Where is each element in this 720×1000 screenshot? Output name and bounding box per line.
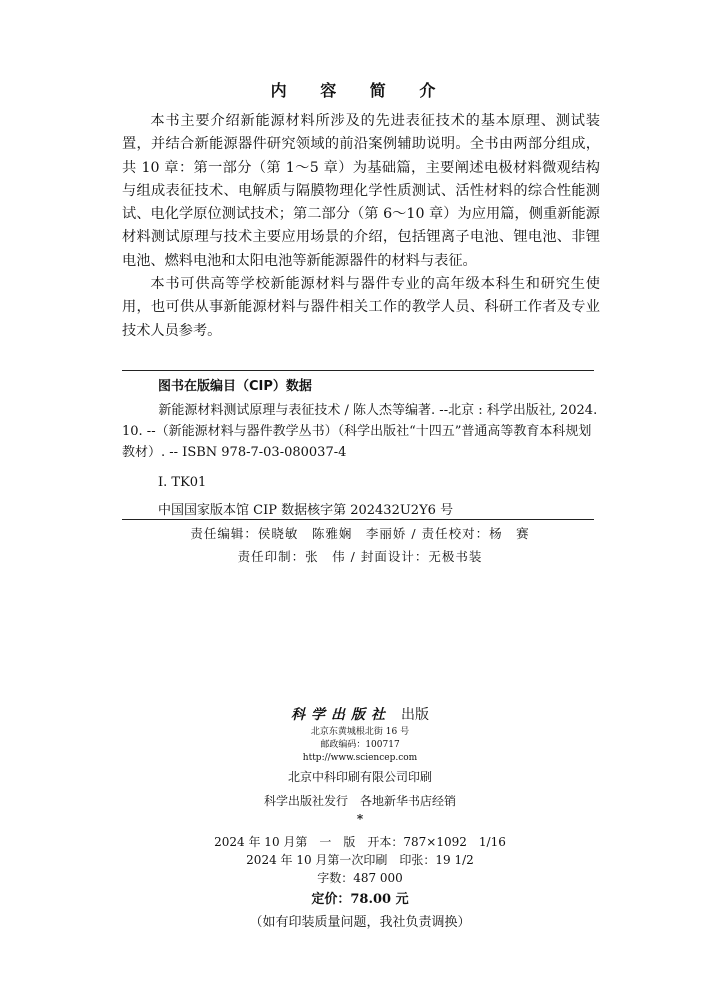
publisher-name (0, 704, 720, 724)
cip-top-rule (122, 370, 594, 371)
publisher-logo-text: 科学出版社 (291, 707, 391, 723)
cip-record (122, 400, 600, 463)
word-count: 字数：487 000 (317, 871, 403, 885)
quality-notice: （如有印装质量问题，我社负责调换） (249, 915, 471, 930)
cip-classification: Ⅰ. TK01 (158, 475, 207, 490)
credits-editors: 责任编辑：侯晓敏 陈雅娴 李丽娇 / 责任校对：杨 赛 (190, 526, 530, 541)
publisher-postcode: 邮政编码：100717 (320, 740, 400, 750)
intro-paragraph-2: 本书可供高等学校新能源材料与器件专业的高年级本科生和研究生使用，也可供从事新能源材料与器件相关工作的教学人员、科研工作者及专业技术人员参考。 (122, 276, 600, 339)
printing-line: 2024 年 10 月第一次印刷 印张：19 1/2 (246, 853, 474, 867)
cip-number: 中国国家版本馆 CIP 数据核字第 202432U2Y6 号 (158, 503, 454, 518)
publisher-address: 北京东黄城根北街 16 号 (310, 727, 410, 737)
publisher-suffix: 出版 (401, 707, 429, 723)
price: 定价：78.00 元 (311, 892, 409, 907)
publisher-website: http://www.sciencep.com (302, 753, 418, 763)
cip-bottom-rule (122, 519, 594, 520)
credits-printing: 责任印制：张 伟 / 封面设计：无极书装 (237, 549, 483, 564)
printer-info: 北京中科印刷有限公司印刷 (287, 770, 432, 784)
separator-star: * (356, 812, 364, 826)
intro-text (122, 110, 600, 343)
cip-heading: 图书在版编目（CIP）数据 (158, 379, 312, 394)
cip-record-text: 新能源材料测试原理与表征技术 / 陈人杰等编著. --北京 : 科学出版社, 2024. 10. --（新能源材料与器件教学丛书）（科学出版社“十四五”普通高等教育本科规划教材）. -- ISBN 978-7-03-080037-4 (122, 403, 598, 460)
intro-paragraph-1: 本书主要介绍新能源材料所涉及的先进表征技术的基本原理、测试装置，并结合新能源器件研究领域的前沿案例辅助说明。全书由两部分组成，共 10 章：第一部分（第 1～5 章）为基础篇，主要阐述电极材料微观结构与组成表征技术、电解质与隔膜物理化学性质测试、活性材料的综合性能测试、电化学原位测试技术；第二部分（第 6～10 章）为应用篇，侧重新能源材料测试原理与技术主要应用场景的介绍，包括锂离子电池、锂电池、非锂电池、燃料电池和太阳电池等新能源器件的材料与表征。 (122, 113, 600, 269)
intro-title: 内 容 简 介 (270, 81, 450, 100)
edition-line: 2024 年 10 月第 一 版 开本：787×1092 1/16 (214, 835, 506, 849)
distribution-info: 科学出版社发行 各地新华书店经销 (263, 794, 456, 808)
